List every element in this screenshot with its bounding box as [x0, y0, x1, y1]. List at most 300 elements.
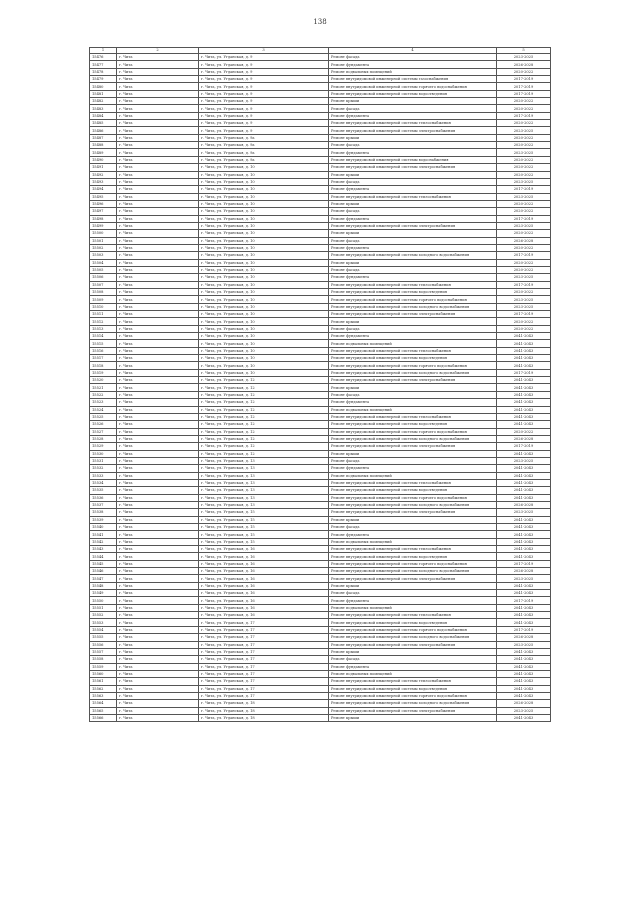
municipality-cell: г. Чита — [117, 318, 199, 325]
period-cell: 2023-2025 — [497, 127, 551, 134]
address-cell: г. Чита, ул. Угданская, д. 10 — [199, 193, 329, 200]
row-number-cell: 15478 — [90, 68, 117, 75]
table-row — [90, 98, 551, 105]
row-number-cell: 15519 — [90, 369, 117, 376]
municipality-cell: г. Чита — [117, 54, 199, 61]
row-number-cell: 15506 — [90, 274, 117, 281]
row-number-cell: 15492 — [90, 171, 117, 178]
address-cell: г. Чита, ул. Угданская, д. 18 — [199, 707, 329, 714]
address-cell: г. Чита, ул. Угданская, д. 9 — [199, 68, 329, 75]
work-type-cell: Ремонт внутридомовой инженерной системы электроснабжения — [329, 311, 497, 318]
row-number-cell: 15528 — [90, 435, 117, 442]
period-cell: 2017-2019 — [497, 252, 551, 259]
table-row — [90, 134, 551, 141]
table-row — [90, 369, 551, 376]
period-cell: 2017-2019 — [497, 76, 551, 83]
row-number-cell: 15552 — [90, 612, 117, 619]
period-cell: 2023-2025 — [497, 54, 551, 61]
municipality-cell: г. Чита — [117, 399, 199, 406]
municipality-cell: г. Чита — [117, 421, 199, 428]
row-number-cell: 15484 — [90, 112, 117, 119]
row-number-cell: 15483 — [90, 105, 117, 112]
address-cell: г. Чита, ул. Угданская, д. 9 — [199, 76, 329, 83]
work-type-cell: Ремонт внутридомовой инженерной системы горячего водоснабжения — [329, 626, 497, 633]
row-number-cell: 15497 — [90, 208, 117, 215]
row-number-cell: 15511 — [90, 311, 117, 318]
municipality-cell: г. Чита — [117, 604, 199, 611]
address-cell: г. Чита, ул. Угданская, д. 13 — [199, 465, 329, 472]
municipality-cell: г. Чита — [117, 692, 199, 699]
table-row — [90, 377, 551, 384]
row-number-cell: 15554 — [90, 626, 117, 633]
table-row — [90, 531, 551, 538]
table-row — [90, 303, 551, 310]
row-number-cell: 15563 — [90, 692, 117, 699]
period-cell: 2041-2043 — [497, 590, 551, 597]
table-row — [90, 105, 551, 112]
work-type-cell: Ремонт внутридомовой инженерной системы водоотведения — [329, 289, 497, 296]
period-cell: 2041-2043 — [497, 656, 551, 663]
address-cell: г. Чита, ул. Угданская, д. 18 — [199, 700, 329, 707]
municipality-cell: г. Чита — [117, 538, 199, 545]
work-type-cell: Ремонт крыши — [329, 171, 497, 178]
table-row — [90, 524, 551, 531]
row-number-cell: 15496 — [90, 200, 117, 207]
address-cell: г. Чита, ул. Угданская, д. 10 — [199, 281, 329, 288]
period-cell: 2017-2019 — [497, 281, 551, 288]
work-type-cell: Ремонт крыши — [329, 582, 497, 589]
period-cell: 2020-2022 — [497, 164, 551, 171]
period-cell: 2041-2043 — [497, 516, 551, 523]
table-row — [90, 546, 551, 553]
work-type-cell: Ремонт подвальных помещений — [329, 538, 497, 545]
address-cell: г. Чита, ул. Угданская, д. 13 — [199, 457, 329, 464]
period-cell: 2020-2022 — [497, 428, 551, 435]
work-type-cell: Ремонт внутридомовой инженерной системы теплоснабжения — [329, 479, 497, 486]
period-cell: 2041-2043 — [497, 553, 551, 560]
work-type-cell: Ремонт крыши — [329, 200, 497, 207]
table-row — [90, 244, 551, 251]
work-type-cell: Ремонт фасада — [329, 208, 497, 215]
table-row — [90, 215, 551, 222]
row-number-cell: 15534 — [90, 479, 117, 486]
address-cell: г. Чита, ул. Угданская, д. 10 — [199, 303, 329, 310]
work-type-cell: Ремонт внутридомовой инженерной системы теплоснабжения — [329, 413, 497, 420]
municipality-cell: г. Чита — [117, 61, 199, 68]
table-row — [90, 663, 551, 670]
row-number-cell: 15536 — [90, 494, 117, 501]
address-cell: г. Чита, ул. Угданская, д. 12 — [199, 428, 329, 435]
work-type-cell: Ремонт внутридомовой инженерной системы теплоснабжения — [329, 193, 497, 200]
address-cell: г. Чита, ул. Угданская, д. 18 — [199, 714, 329, 721]
municipality-cell: г. Чита — [117, 575, 199, 582]
municipality-cell: г. Чита — [117, 714, 199, 721]
row-number-cell: 15542 — [90, 538, 117, 545]
table-row — [90, 289, 551, 296]
period-cell: 2041-2043 — [497, 391, 551, 398]
row-number-cell: 15531 — [90, 457, 117, 464]
work-type-cell: Ремонт внутридомовой инженерной системы горячего водоснабжения — [329, 560, 497, 567]
address-cell: г. Чита, ул. Угданская, д. 16 — [199, 597, 329, 604]
work-type-cell: Ремонт внутридомовой инженерной системы водоотведения — [329, 619, 497, 626]
address-cell: г. Чита, ул. Угданская, д. 9а — [199, 134, 329, 141]
table-row — [90, 641, 551, 648]
work-type-cell: Ремонт фундамента — [329, 333, 497, 340]
address-cell: г. Чита, ул. Угданская, д. 10 — [199, 164, 329, 171]
row-number-cell: 15551 — [90, 604, 117, 611]
period-cell: 2041-2043 — [497, 531, 551, 538]
table-row — [90, 200, 551, 207]
municipality-cell: г. Чита — [117, 413, 199, 420]
address-cell: г. Чита, ул. Угданская, д. 12 — [199, 377, 329, 384]
municipality-cell: г. Чита — [117, 112, 199, 119]
work-type-cell: Ремонт крыши — [329, 516, 497, 523]
municipality-cell: г. Чита — [117, 428, 199, 435]
municipality-cell: г. Чита — [117, 311, 199, 318]
table-row — [90, 714, 551, 721]
row-number-cell: 15535 — [90, 487, 117, 494]
period-cell: 2023-2025 — [497, 178, 551, 185]
row-number-cell: 15545 — [90, 560, 117, 567]
period-cell: 2017-2019 — [497, 626, 551, 633]
work-type-cell: Ремонт внутридомовой инженерной системы теплоснабжения — [329, 546, 497, 553]
municipality-cell: г. Чита — [117, 296, 199, 303]
work-type-cell: Ремонт фасада — [329, 590, 497, 597]
period-cell: 2023-2025 — [497, 149, 551, 156]
work-type-cell: Ремонт фундамента — [329, 597, 497, 604]
period-cell: 2020-2022 — [497, 208, 551, 215]
row-number-cell: 15479 — [90, 76, 117, 83]
row-number-cell: 15510 — [90, 303, 117, 310]
address-cell: г. Чита, ул. Угданская, д. 17 — [199, 663, 329, 670]
work-type-cell: Ремонт подвальных помещений — [329, 670, 497, 677]
table-row — [90, 457, 551, 464]
address-cell: г. Чита, ул. Угданская, д. 10 — [199, 237, 329, 244]
work-type-cell: Ремонт фундамента — [329, 149, 497, 156]
period-cell: 2020-2022 — [497, 200, 551, 207]
municipality-cell: г. Чита — [117, 274, 199, 281]
table-row — [90, 597, 551, 604]
address-cell: г. Чита, ул. Угданская, д. 9а — [199, 156, 329, 163]
municipality-cell: г. Чита — [117, 281, 199, 288]
work-type-cell: Ремонт внутридомовой инженерной системы теплоснабжения — [329, 678, 497, 685]
work-type-cell: Ремонт фундамента — [329, 112, 497, 119]
work-type-cell: Ремонт внутридомовой инженерной системы холодного водоснабжения — [329, 634, 497, 641]
table-row — [90, 76, 551, 83]
table-row — [90, 83, 551, 90]
municipality-cell: г. Чита — [117, 105, 199, 112]
column-header-3: 3 — [199, 48, 329, 54]
row-number-cell: 15489 — [90, 149, 117, 156]
table-row — [90, 347, 551, 354]
period-cell: 2026-2028 — [497, 61, 551, 68]
row-number-cell: 15499 — [90, 222, 117, 229]
address-cell: г. Чита, ул. Угданская, д. 17 — [199, 656, 329, 663]
row-number-cell: 15543 — [90, 546, 117, 553]
table-row — [90, 399, 551, 406]
table-row — [90, 142, 551, 149]
row-number-cell: 15558 — [90, 656, 117, 663]
period-cell: 2020-2022 — [497, 120, 551, 127]
page-number: 138 — [313, 18, 327, 26]
municipality-cell: г. Чита — [117, 634, 199, 641]
address-cell: г. Чита, ул. Угданская, д. 9 — [199, 61, 329, 68]
address-cell: г. Чита, ул. Угданская, д. 10 — [199, 296, 329, 303]
period-cell: 2017-2019 — [497, 369, 551, 376]
table-row — [90, 406, 551, 413]
row-number-cell: 15546 — [90, 568, 117, 575]
address-cell: г. Чита, ул. Угданская, д. 15 — [199, 524, 329, 531]
table-row — [90, 333, 551, 340]
period-cell: 2023-2025 — [497, 303, 551, 310]
row-number-cell: 15490 — [90, 156, 117, 163]
row-number-cell: 15515 — [90, 340, 117, 347]
table-row — [90, 656, 551, 663]
table-row — [90, 178, 551, 185]
municipality-cell: г. Чита — [117, 252, 199, 259]
work-type-cell: Ремонт фасада — [329, 178, 497, 185]
row-number-cell: 15529 — [90, 443, 117, 450]
row-number-cell: 15565 — [90, 707, 117, 714]
table-body — [90, 54, 551, 722]
row-number-cell: 15548 — [90, 582, 117, 589]
address-cell: г. Чита, ул. Угданская, д. 16 — [199, 575, 329, 582]
period-cell: 2020-2022 — [497, 266, 551, 273]
municipality-cell: г. Чита — [117, 546, 199, 553]
period-cell: 2041-2043 — [497, 714, 551, 721]
municipality-cell: г. Чита — [117, 582, 199, 589]
table-row — [90, 259, 551, 266]
row-number-cell: 15482 — [90, 98, 117, 105]
table-row — [90, 575, 551, 582]
table-row — [90, 413, 551, 420]
address-cell: г. Чита, ул. Угданская, д. 10 — [199, 340, 329, 347]
period-cell: 2041-2043 — [497, 494, 551, 501]
period-cell: 2020-2022 — [497, 156, 551, 163]
address-cell: г. Чита, ул. Угданская, д. 12 — [199, 421, 329, 428]
table-row — [90, 450, 551, 457]
table-row — [90, 208, 551, 215]
municipality-cell: г. Чита — [117, 156, 199, 163]
municipality-cell: г. Чита — [117, 568, 199, 575]
table-row — [90, 171, 551, 178]
municipality-cell: г. Чита — [117, 149, 199, 156]
work-type-cell: Ремонт крыши — [329, 384, 497, 391]
address-cell: г. Чита, ул. Угданская, д. 17 — [199, 626, 329, 633]
work-type-cell: Ремонт фасада — [329, 325, 497, 332]
table-row — [90, 112, 551, 119]
row-number-cell: 15524 — [90, 406, 117, 413]
table-row — [90, 384, 551, 391]
work-type-cell: Ремонт внутридомовой инженерной системы теплоснабжения — [329, 281, 497, 288]
row-number-cell: 15523 — [90, 399, 117, 406]
address-cell: г. Чита, ул. Угданская, д. 10 — [199, 171, 329, 178]
table-row — [90, 149, 551, 156]
table-row — [90, 252, 551, 259]
municipality-cell: г. Чита — [117, 524, 199, 531]
row-number-cell: 15487 — [90, 134, 117, 141]
work-type-cell: Ремонт крыши — [329, 230, 497, 237]
row-number-cell: 15560 — [90, 670, 117, 677]
address-cell: г. Чита, ул. Угданская, д. 17 — [199, 678, 329, 685]
row-number-cell: 15525 — [90, 413, 117, 420]
row-number-cell: 15512 — [90, 318, 117, 325]
period-cell: 2041-2043 — [497, 377, 551, 384]
work-type-cell: Ремонт подвальных помещений — [329, 406, 497, 413]
period-cell: 2041-2043 — [497, 340, 551, 347]
address-cell: г. Чита, ул. Угданская, д. 17 — [199, 641, 329, 648]
work-type-cell: Ремонт внутридомовой инженерной системы водоотведения — [329, 421, 497, 428]
municipality-cell: г. Чита — [117, 237, 199, 244]
municipality-cell: г. Чита — [117, 391, 199, 398]
address-cell: г. Чита, ул. Угданская, д. 10 — [199, 178, 329, 185]
period-cell: 2026-2028 — [497, 501, 551, 508]
period-cell: 2017-2019 — [497, 215, 551, 222]
address-cell: г. Чита, ул. Угданская, д. 15 — [199, 516, 329, 523]
period-cell: 2020-2022 — [497, 318, 551, 325]
work-type-cell: Ремонт внутридомовой инженерной системы холодного водоснабжения — [329, 568, 497, 575]
municipality-cell: г. Чита — [117, 597, 199, 604]
row-number-cell: 15481 — [90, 90, 117, 97]
period-cell: 2017-2019 — [497, 311, 551, 318]
row-number-cell: 15553 — [90, 619, 117, 626]
municipality-cell: г. Чита — [117, 472, 199, 479]
work-type-cell: Ремонт внутридомовой инженерной системы холодного водоснабжения — [329, 501, 497, 508]
work-type-cell: Ремонт фасада — [329, 457, 497, 464]
period-cell: 2026-2028 — [497, 634, 551, 641]
work-type-cell: Ремонт фасада — [329, 237, 497, 244]
municipality-cell: г. Чита — [117, 215, 199, 222]
work-type-cell: Ремонт крыши — [329, 98, 497, 105]
row-number-cell: 15508 — [90, 289, 117, 296]
table-row — [90, 670, 551, 677]
municipality-cell: г. Чита — [117, 340, 199, 347]
address-cell: г. Чита, ул. Угданская, д. 12 — [199, 413, 329, 420]
address-cell: г. Чита, ул. Угданская, д. 9а — [199, 149, 329, 156]
period-cell: 2041-2043 — [497, 487, 551, 494]
period-cell: 2026-2028 — [497, 568, 551, 575]
table-row — [90, 501, 551, 508]
period-cell: 2041-2043 — [497, 384, 551, 391]
period-cell: 2041-2043 — [497, 406, 551, 413]
table-row — [90, 237, 551, 244]
work-type-cell: Ремонт фасада — [329, 54, 497, 61]
row-number-cell: 15486 — [90, 127, 117, 134]
table-row — [90, 538, 551, 545]
period-cell: 2041-2043 — [497, 582, 551, 589]
table-row — [90, 604, 551, 611]
work-type-cell: Ремонт внутридомовой инженерной системы теплоснабжения — [329, 347, 497, 354]
address-cell: г. Чита, ул. Угданская, д. 10 — [199, 215, 329, 222]
address-cell: г. Чита, ул. Угданская, д. 10 — [199, 208, 329, 215]
work-type-cell: Ремонт фасада — [329, 656, 497, 663]
column-header-1: 1 — [90, 48, 117, 54]
work-type-cell: Ремонт внутридомовой инженерной системы электроснабжения — [329, 164, 497, 171]
address-cell: г. Чита, ул. Угданская, д. 10 — [199, 289, 329, 296]
work-type-cell: Ремонт внутридомовой инженерной системы водоотведения — [329, 553, 497, 560]
municipality-cell: г. Чита — [117, 266, 199, 273]
row-number-cell: 15547 — [90, 575, 117, 582]
address-cell: г. Чита, ул. Угданская, д. 10 — [199, 333, 329, 340]
row-number-cell: 15522 — [90, 391, 117, 398]
municipality-cell: г. Чита — [117, 685, 199, 692]
row-number-cell: 15526 — [90, 421, 117, 428]
address-cell: г. Чита, ул. Угданская, д. 9 — [199, 112, 329, 119]
row-number-cell: 15544 — [90, 553, 117, 560]
period-cell: 2041-2043 — [497, 465, 551, 472]
municipality-cell: г. Чита — [117, 127, 199, 134]
municipality-cell: г. Чита — [117, 406, 199, 413]
period-cell: 2041-2043 — [497, 538, 551, 545]
work-type-cell: Ремонт фундамента — [329, 465, 497, 472]
table-row — [90, 479, 551, 486]
work-type-cell: Ремонт внутридомовой инженерной системы теплоснабжения — [329, 612, 497, 619]
period-cell: 2023-2025 — [497, 296, 551, 303]
address-cell: г. Чита, ул. Угданская, д. 15 — [199, 509, 329, 516]
work-type-cell: Ремонт внутридомовой инженерной системы горячего водоснабжения — [329, 362, 497, 369]
municipality-cell: г. Чита — [117, 435, 199, 442]
row-number-cell: 15480 — [90, 83, 117, 90]
address-cell: г. Чита, ул. Угданская, д. 10 — [199, 252, 329, 259]
period-cell: 2020-2022 — [497, 68, 551, 75]
row-number-cell: 15562 — [90, 685, 117, 692]
work-type-cell: Ремонт внутридомовой инженерной системы электроснабжения — [329, 377, 497, 384]
table-row — [90, 612, 551, 619]
period-cell: 2041-2043 — [497, 479, 551, 486]
period-cell: 2041-2043 — [497, 546, 551, 553]
period-cell: 2041-2043 — [497, 362, 551, 369]
address-cell: г. Чита, ул. Угданская, д. 17 — [199, 685, 329, 692]
table-row — [90, 634, 551, 641]
municipality-cell: г. Чита — [117, 325, 199, 332]
work-type-cell: Ремонт внутридомовой инженерной системы водоотведения — [329, 487, 497, 494]
address-cell: г. Чита, ул. Угданская, д. 17 — [199, 634, 329, 641]
address-cell: г. Чита, ул. Угданская, д. 9 — [199, 127, 329, 134]
table-row — [90, 443, 551, 450]
address-cell: г. Чита, ул. Угданская, д. 10 — [199, 369, 329, 376]
work-type-cell: Ремонт внутридомовой инженерной системы электроснабжения — [329, 707, 497, 714]
table-row — [90, 553, 551, 560]
period-cell: 2023-2025 — [497, 274, 551, 281]
address-cell: г. Чита, ул. Угданская, д. 9а — [199, 142, 329, 149]
period-cell: 2041-2043 — [497, 450, 551, 457]
period-cell: 2020-2022 — [497, 230, 551, 237]
table-row — [90, 487, 551, 494]
municipality-cell: г. Чита — [117, 83, 199, 90]
municipality-cell: г. Чита — [117, 289, 199, 296]
address-cell: г. Чита, ул. Угданская, д. 10 — [199, 230, 329, 237]
row-number-cell: 15556 — [90, 641, 117, 648]
period-cell: 2023-2025 — [497, 193, 551, 200]
municipality-cell: г. Чита — [117, 457, 199, 464]
work-type-cell: Ремонт подвальных помещений — [329, 68, 497, 75]
period-cell: 2041-2043 — [497, 333, 551, 340]
work-type-cell: Ремонт крыши — [329, 259, 497, 266]
table-row — [90, 193, 551, 200]
period-cell: 2041-2043 — [497, 604, 551, 611]
period-cell: 2041-2043 — [497, 619, 551, 626]
period-cell: 2041-2043 — [497, 472, 551, 479]
period-cell: 2023-2025 — [497, 575, 551, 582]
table-row — [90, 619, 551, 626]
municipality-cell: г. Чита — [117, 164, 199, 171]
table-row — [90, 90, 551, 97]
row-number-cell: 15540 — [90, 524, 117, 531]
period-cell: 2020-2022 — [497, 244, 551, 251]
table-row — [90, 700, 551, 707]
period-cell: 2023-2025 — [497, 509, 551, 516]
address-cell: г. Чита, ул. Угданская, д. 16 — [199, 553, 329, 560]
